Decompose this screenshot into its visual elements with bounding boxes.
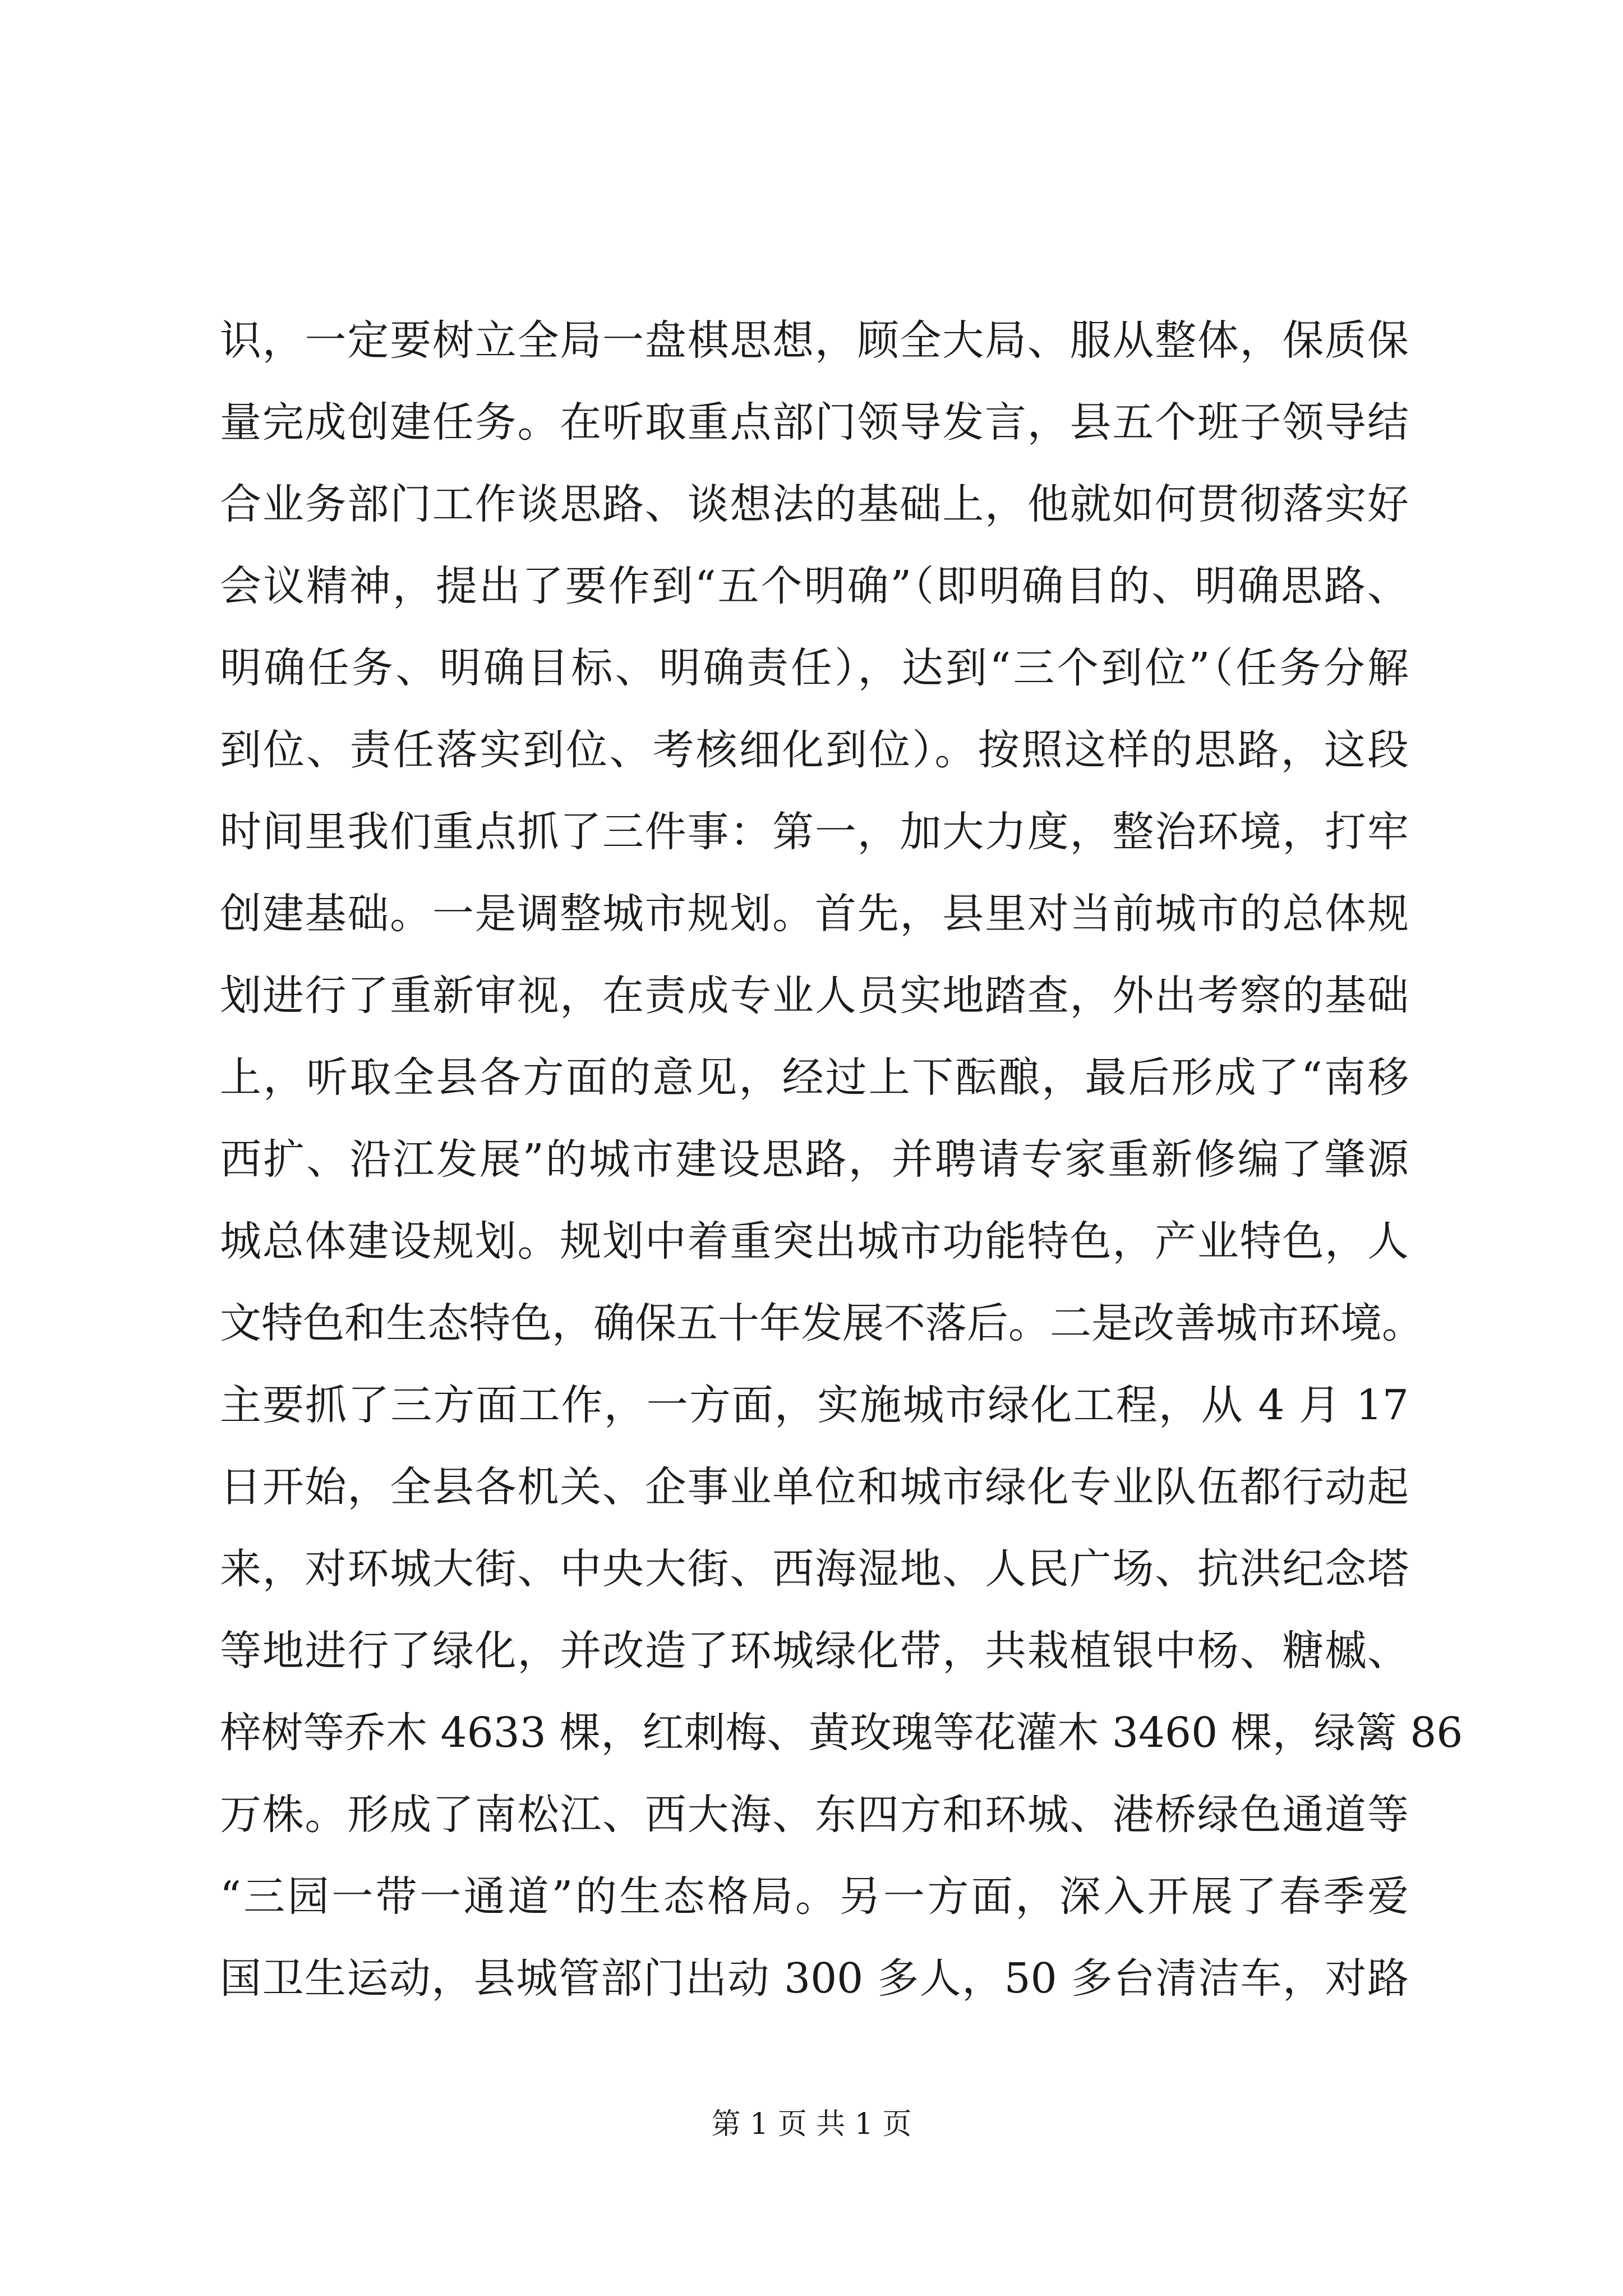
text-line: 日开始，全县各机关、企事业单位和城市绿化专业队伍都行动起 [220,1463,1409,1511]
text-line: 时间里我们重点抓了三件事：第一，加大力度，整治环境，打牢 [220,808,1409,856]
text-line: 梓树等乔木 4633 棵，红刺梅、黄玫瑰等花灌木 3460 棵，绿篱 86 [220,1709,1463,1757]
text-line: 等地进行了绿化，并改造了环城绿化带，共栽植银中杨、糖槭、 [220,1627,1409,1675]
body-text [220,300,1463,2019]
page-footer: 第 1 页 共 1 页 [711,2108,912,2141]
text-line: 西扩、沿江发展”的城市建设思路，并聘请专家重新修编了肇源 [220,1135,1409,1184]
text-line: 万株。形成了南松江、西大海、东四方和环城、港桥绿色通道等 [220,1791,1409,1839]
text-line: 上，听取全县各方面的意见，经过上下酝酿，最后形成了“南移 [220,1053,1409,1102]
text-line: “三园一带一通道”的生态格局。另一方面，深入开展了春季爱 [220,1872,1409,1921]
text-line: 城总体建设规划。规划中着重突出城市功能特色，产业特色，人 [220,1217,1409,1266]
text-line: 识，一定要树立全局一盘棋思想，顾全大局、服从整体，保质保 [220,316,1409,365]
text-line: 创建基础。一是调整城市规划。首先，县里对当前城市的总体规 [220,890,1409,938]
text-line: 划进行了重新审视，在责成专业人员实地踏查，外出考察的基础 [220,972,1409,1020]
text-line: 国卫生运动，县城管部门出动 300 多人，50 多台清洁车，对路 [220,1954,1409,2003]
text-line: 主要抓了三方面工作，一方面，实施城市绿化工程，从 4 月 17 [220,1381,1409,1429]
text-line: 来，对环城大街、中央大街、西海湿地、人民广场、抗洪纪念塔 [220,1545,1409,1593]
text-line: 量完成创建任务。在听取重点部门领导发言，县五个班子领导结 [220,398,1409,447]
text-line: 明确任务、明确目标、明确责任），达到“三个到位”（任务分解 [220,644,1409,692]
text-line: 会议精神，提出了要作到“五个明确”（即明确目的、明确思路、 [220,562,1409,610]
text-line: 合业务部门工作谈思路、谈想法的基础上，他就如何贯彻落实好 [220,480,1409,528]
text-line: 文特色和生态特色，确保五十年发展不落后。二是改善城市环境。 [220,1299,1423,1347]
text-line: 到位、责任落实到位、考核细化到位）。按照这样的思路，这段 [220,726,1409,774]
